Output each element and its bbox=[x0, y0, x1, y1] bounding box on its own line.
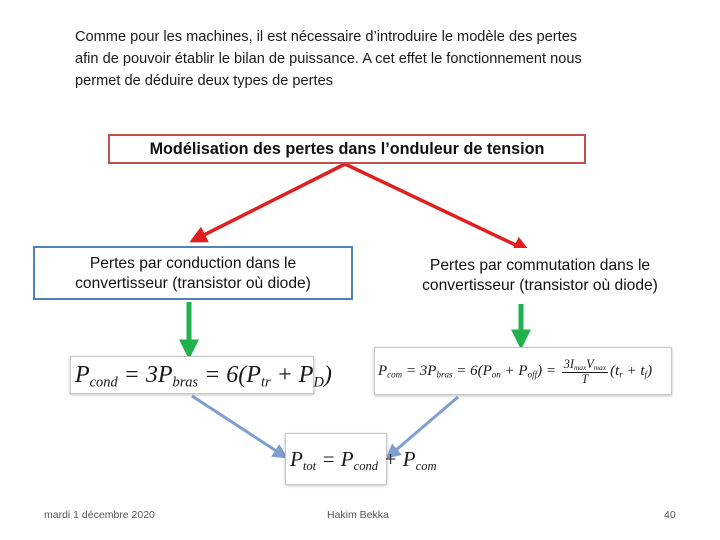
switching-loss-formula: $P_{com} = 3P_{bras} = 6(P_{on} + P_{off})$ = $\frac{3I_{max}V_{max}}{T}$ $(t_r + t_f)$ bbox=[374, 347, 672, 395]
red-arrow-left bbox=[194, 164, 345, 240]
footer-author: Hakim Bekka bbox=[327, 509, 389, 521]
intro-line-2: afin de pouvoir établir le bilan de puissance. A cet effet le fonctionnement nous bbox=[75, 51, 582, 67]
blue-arrow-left bbox=[192, 396, 284, 456]
switching-fraction: $\frac{3I_{max}V_{max}}{T}$ bbox=[563, 356, 607, 386]
conduction-loss-formula: $P_{cond} = 3P_{bras} = 6(P_{tr} + P_D)$ bbox=[70, 356, 314, 394]
switching-line-1: Pertes par commutation dans le bbox=[429, 257, 651, 274]
switching-line-2: convertisseur (transistor où diode) bbox=[422, 277, 658, 294]
red-arrow-right bbox=[345, 164, 526, 250]
page-number: 40 bbox=[664, 509, 676, 521]
conduction-line-2: convertisseur (transistor où diode) bbox=[75, 275, 311, 292]
conduction-losses-box bbox=[33, 246, 353, 300]
total-loss-formula: $P_{tot} = P_{cond} + P_{com}$ bbox=[285, 433, 387, 485]
losses-model-box: Modélisation des pertes dans l’onduleur de tension bbox=[108, 134, 586, 164]
intro-line-1: Comme pour les machines, il est nécessaire d’introduire le modèle des pertes bbox=[75, 29, 578, 45]
intro-line-3: permet de déduire deux types de pertes bbox=[75, 73, 333, 89]
switching-losses-box bbox=[380, 248, 700, 302]
footer-date: mardi 1 décembre 2020 bbox=[44, 509, 155, 521]
conduction-line-1: Pertes par conduction dans le bbox=[89, 255, 297, 272]
